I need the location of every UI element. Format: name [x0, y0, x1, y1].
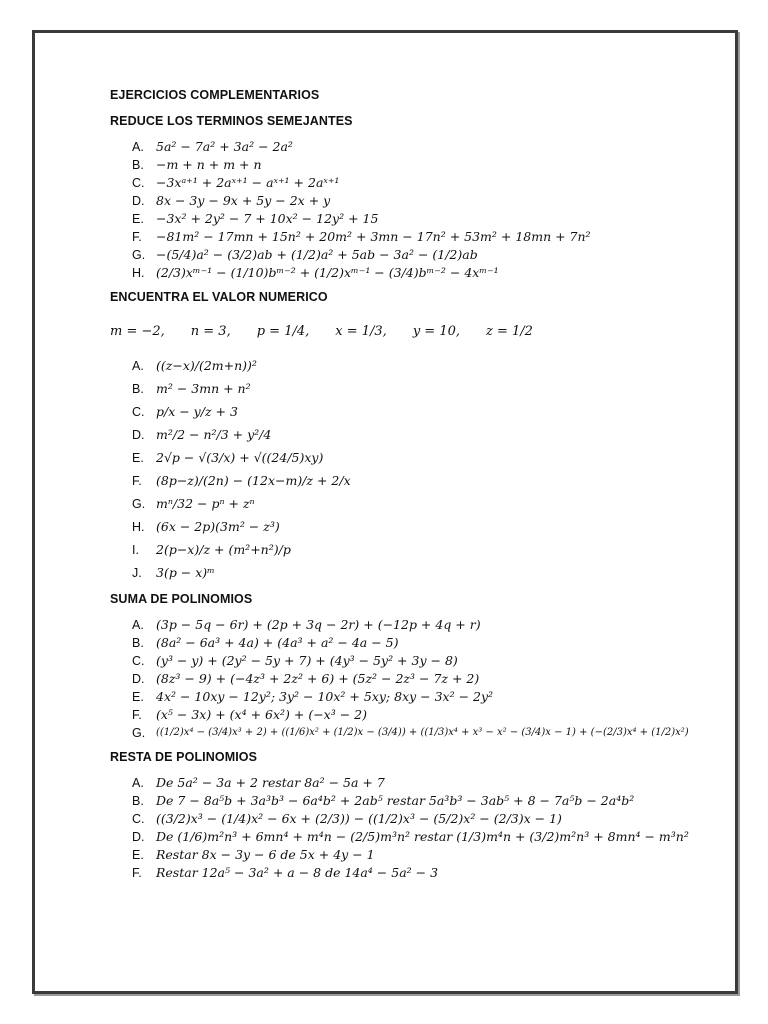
item-letter: E. — [132, 848, 144, 862]
valor-item — [132, 423, 700, 446]
reduce-item — [132, 174, 700, 192]
item-letter: J. — [132, 565, 142, 580]
item-expression: 4x² − 10xy − 12y²; 3y² − 10x² + 5xy; 8xy − 3x² − 2y² — [156, 689, 494, 704]
suma-item — [132, 634, 700, 652]
item-letter: H. — [132, 266, 145, 280]
item-expression: (8z³ − 9) + (−4z³ + 2z² + 6) + (5z² − 2z³ − 7z + 2) — [156, 671, 480, 686]
suma-item — [132, 706, 700, 724]
valor-item — [132, 515, 700, 538]
item-letter: C. — [132, 812, 145, 826]
item-expression: 3(p − x)ᵐ — [156, 564, 215, 580]
item-expression: De 7 − 8a⁵b + 3a³b³ − 6a⁴b² + 2ab⁵ restar 5a³b³ − 3ab⁵ + 8 − 7a⁵b − 2a⁴b² — [156, 793, 635, 808]
item-letter: D. — [132, 672, 145, 686]
resta-item — [132, 792, 700, 810]
item-letter: B. — [132, 381, 144, 396]
reduce-item — [132, 156, 700, 174]
reduce-item — [132, 138, 700, 156]
item-letter: C. — [132, 176, 145, 190]
reduce-item — [132, 228, 700, 246]
item-letter: D. — [132, 194, 145, 208]
variable-values — [110, 314, 700, 348]
item-letter: F. — [132, 473, 142, 488]
item-letter: A. — [132, 140, 144, 154]
valor-item — [132, 446, 700, 469]
item-expression: (x⁵ − 3x) + (x⁴ + 6x²) + (−x³ − 2) — [156, 707, 367, 722]
item-letter: H. — [132, 519, 145, 534]
item-expression: De 5a² − 3a + 2 restar 8a² − 5a + 7 — [156, 775, 385, 790]
resta-item — [132, 774, 700, 792]
variable-value: m = −2, — [110, 323, 165, 339]
suma-item — [132, 688, 700, 706]
item-expression: (8p−z)/(2n) − (12x−m)/z + 2/x — [156, 472, 351, 488]
reduce-item — [132, 210, 700, 228]
item-expression: (y³ − y) + (2y² − 5y + 7) + (4y³ − 5y² + 3y − 8) — [156, 653, 458, 668]
section-heading-suma: SUMA DE POLINOMIOS — [110, 592, 253, 606]
item-letter: E. — [132, 450, 144, 465]
section-heading-valor: ENCUENTRA EL VALOR NUMERICO — [110, 290, 328, 304]
worksheet — [110, 86, 700, 882]
item-expression: 2√p − √(3/x) + √((24/5)xy) — [156, 449, 324, 465]
item-expression: −m + n + m + n — [156, 157, 262, 172]
item-expression: Restar 12a⁵ − 3a² + a − 8 de 14a⁴ − 5a² − 3 — [156, 865, 439, 880]
item-expression: ((z−x)/(2m+n))² — [156, 357, 257, 373]
valor-item — [132, 561, 700, 584]
item-letter: A. — [132, 358, 144, 373]
resta-item — [132, 846, 700, 864]
valor-item — [132, 538, 700, 561]
item-letter: F. — [132, 230, 142, 244]
variable-value: p = 1/4, — [256, 323, 310, 339]
reduce-item — [132, 192, 700, 210]
resta-item — [132, 828, 700, 846]
suma-list — [110, 616, 700, 742]
item-expression: m² − 3mn + n² — [156, 380, 251, 396]
item-letter: D. — [132, 830, 145, 844]
item-expression: ((3/2)x³ − (1/4)x² − 6x + (2/3)) − ((1/2)x³ − (5/2)x² − (2/3)x − 1) — [156, 811, 562, 826]
item-letter: C. — [132, 654, 145, 668]
valor-item — [132, 469, 700, 492]
item-expression: −3x² + 2y² − 7 + 10x² − 12y² + 15 — [156, 211, 379, 226]
valor-item — [132, 400, 700, 423]
reduce-item — [132, 264, 700, 282]
item-expression: p/x − y/z + 3 — [156, 403, 238, 419]
item-letter: E. — [132, 212, 144, 226]
valor-item — [132, 492, 700, 515]
item-expression: −3xᵃ⁺¹ + 2aˣ⁺¹ − aˣ⁺¹ + 2aˣ⁺¹ — [156, 175, 340, 190]
item-letter: D. — [132, 427, 145, 442]
item-letter: B. — [132, 158, 144, 172]
item-letter: C. — [132, 404, 145, 419]
item-expression: (8a² − 6a³ + 4a) + (4a³ + a² − 4a − 5) — [156, 635, 399, 650]
valor-item — [132, 354, 700, 377]
item-letter: G. — [132, 248, 146, 262]
item-expression: (2/3)xᵐ⁻¹ − (1/10)bᵐ⁻² + (1/2)xᵐ⁻¹ − (3/4)bᵐ⁻² − 4xᵐ⁻¹ — [156, 265, 499, 280]
resta-item — [132, 810, 700, 828]
item-letter: G. — [132, 496, 146, 511]
suma-item — [132, 724, 700, 742]
section-heading-resta: RESTA DE POLINOMIOS — [110, 750, 258, 764]
item-expression: −81m² − 17mn + 15n² + 20m² + 3mn − 17n² + 53m² + 18mn + 7n² — [156, 229, 591, 244]
reduce-item — [132, 246, 700, 264]
item-letter: B. — [132, 636, 144, 650]
item-letter: A. — [132, 618, 144, 632]
item-letter: B. — [132, 794, 144, 808]
variable-value: n = 3, — [190, 323, 231, 339]
section-heading-reduce: REDUCE LOS TERMINOS SEMEJANTES — [110, 114, 353, 128]
item-expression: 2(p−x)/z + (m²+n²)/p — [156, 541, 291, 557]
item-expression: 8x − 3y − 9x + 5y − 2x + y — [156, 193, 331, 208]
item-letter: F. — [132, 708, 142, 722]
valor-item — [132, 377, 700, 400]
suma-item — [132, 670, 700, 688]
resta-list — [110, 774, 700, 882]
variable-value: y = 10, — [412, 323, 460, 339]
item-expression: mⁿ/32 − pⁿ + zⁿ — [156, 495, 255, 511]
item-letter: F. — [132, 866, 142, 880]
item-expression: (3p − 5q − 6r) + (2p + 3q − 2r) + (−12p + 4q + r) — [156, 617, 481, 632]
item-letter: E. — [132, 690, 144, 704]
variable-value: z = 1/2 — [486, 323, 533, 339]
item-expression: ((1/2)x⁴ − (3/4)x³ + 2) + ((1/6)x² + (1/2)x − (3/4)) + ((1/3)x⁴ + x³ − x² − (3/4)x − 1) + (−(2/3)x⁴ + (1/2)x²) — [156, 727, 689, 738]
item-expression: 5a² − 7a² + 3a² − 2a² — [156, 139, 293, 154]
item-letter: G. — [132, 726, 146, 740]
item-expression: −(5/4)a² − (3/2)ab + (1/2)a² + 5ab − 3a² − (1/2)ab — [156, 247, 478, 262]
page-title: EJERCICIOS COMPLEMENTARIOS — [110, 88, 320, 102]
item-expression: (6x − 2p)(3m² − z³) — [156, 518, 280, 534]
suma-item — [132, 652, 700, 670]
variable-value: x = 1/3, — [335, 323, 387, 339]
item-letter: I. — [132, 542, 139, 557]
reduce-list — [110, 138, 700, 282]
item-expression: De (1/6)m²n³ + 6mn⁴ + m⁴n − (2/5)m³n² restar (1/3)m⁴n + (3/2)m²n³ + 8mn⁴ − m³n² — [156, 829, 689, 844]
item-expression: Restar 8x − 3y − 6 de 5x + 4y − 1 — [156, 847, 375, 862]
resta-item — [132, 864, 700, 882]
item-letter: A. — [132, 776, 144, 790]
valor-list — [110, 354, 700, 584]
item-expression: m²/2 − n²/3 + y²/4 — [156, 426, 272, 442]
suma-item — [132, 616, 700, 634]
